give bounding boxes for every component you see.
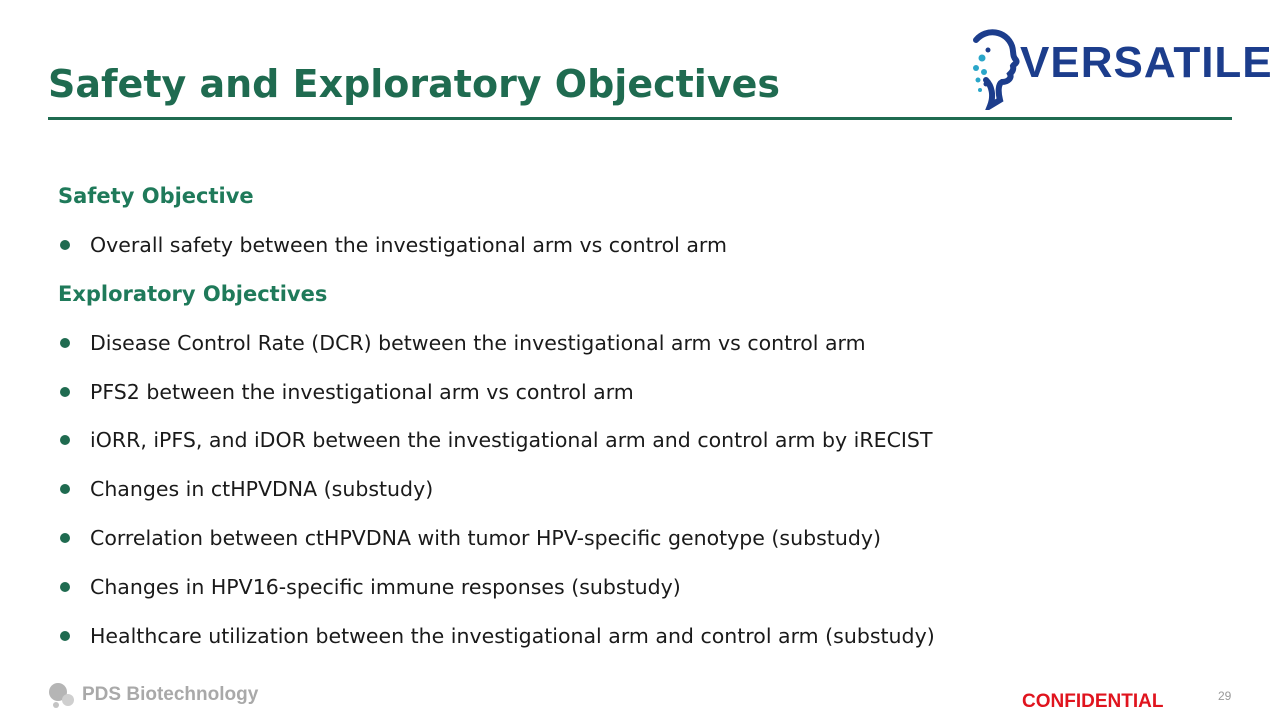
bullet-item — [58, 514, 1208, 563]
bullet-item — [58, 367, 1208, 416]
logo-text: VERSATILE — [1020, 38, 1273, 87]
bullet-dot-icon — [60, 484, 70, 494]
safety-heading: Safety Objective — [58, 184, 254, 208]
bullet-dot-icon — [60, 631, 70, 641]
bullet-text: Changes in ctHPVDNA (substudy) — [90, 477, 434, 502]
title-underline — [48, 117, 1232, 120]
bullet-text: PFS2 between the investigational arm vs control arm — [90, 379, 634, 404]
bullet-text: Changes in HPV16-specific immune responses (substudy) — [90, 574, 681, 599]
bullet-text: Disease Control Rate (DCR) between the investigational arm vs control arm — [90, 330, 866, 355]
bullet-text: Healthcare utilization between the investigational arm and control arm (substudy) — [90, 623, 935, 648]
bullet-item — [58, 611, 1208, 660]
footer-company-name: PDS Biotechnology — [82, 684, 259, 705]
versatile-logo — [968, 26, 1273, 110]
confidential-label: CONFIDENTIAL — [1022, 691, 1164, 712]
exploratory-heading: Exploratory Objectives — [58, 281, 328, 306]
bullet-dot-icon — [60, 338, 70, 348]
objectives-content — [58, 172, 1208, 660]
bullet-text: Correlation between ctHPVDNA with tumor HPV-specific genotype (substudy) — [90, 525, 881, 550]
bullet-dot-icon — [60, 387, 70, 397]
bullet-text: iORR, iPFS, and iDOR between the investigational arm and control arm by iRECIST — [90, 428, 933, 453]
bullet-item — [58, 221, 1208, 270]
head-profile-icon — [968, 26, 1022, 110]
bullet-item — [58, 318, 1208, 367]
bullet-item — [58, 562, 1208, 611]
page-title: Safety and Exploratory Objectives — [48, 62, 780, 106]
pds-logo-icon — [46, 680, 76, 710]
bullet-item — [58, 465, 1208, 514]
bullet-item — [58, 416, 1208, 465]
bullet-dot-icon — [60, 582, 70, 592]
bullet-dot-icon — [60, 435, 70, 445]
page-number: 29 — [1218, 689, 1232, 703]
bullet-text: Overall safety between the investigational arm vs control arm — [90, 233, 727, 258]
bullet-dot-icon — [60, 533, 70, 543]
bullet-dot-icon — [60, 240, 70, 250]
footer-company-logo — [46, 680, 258, 710]
